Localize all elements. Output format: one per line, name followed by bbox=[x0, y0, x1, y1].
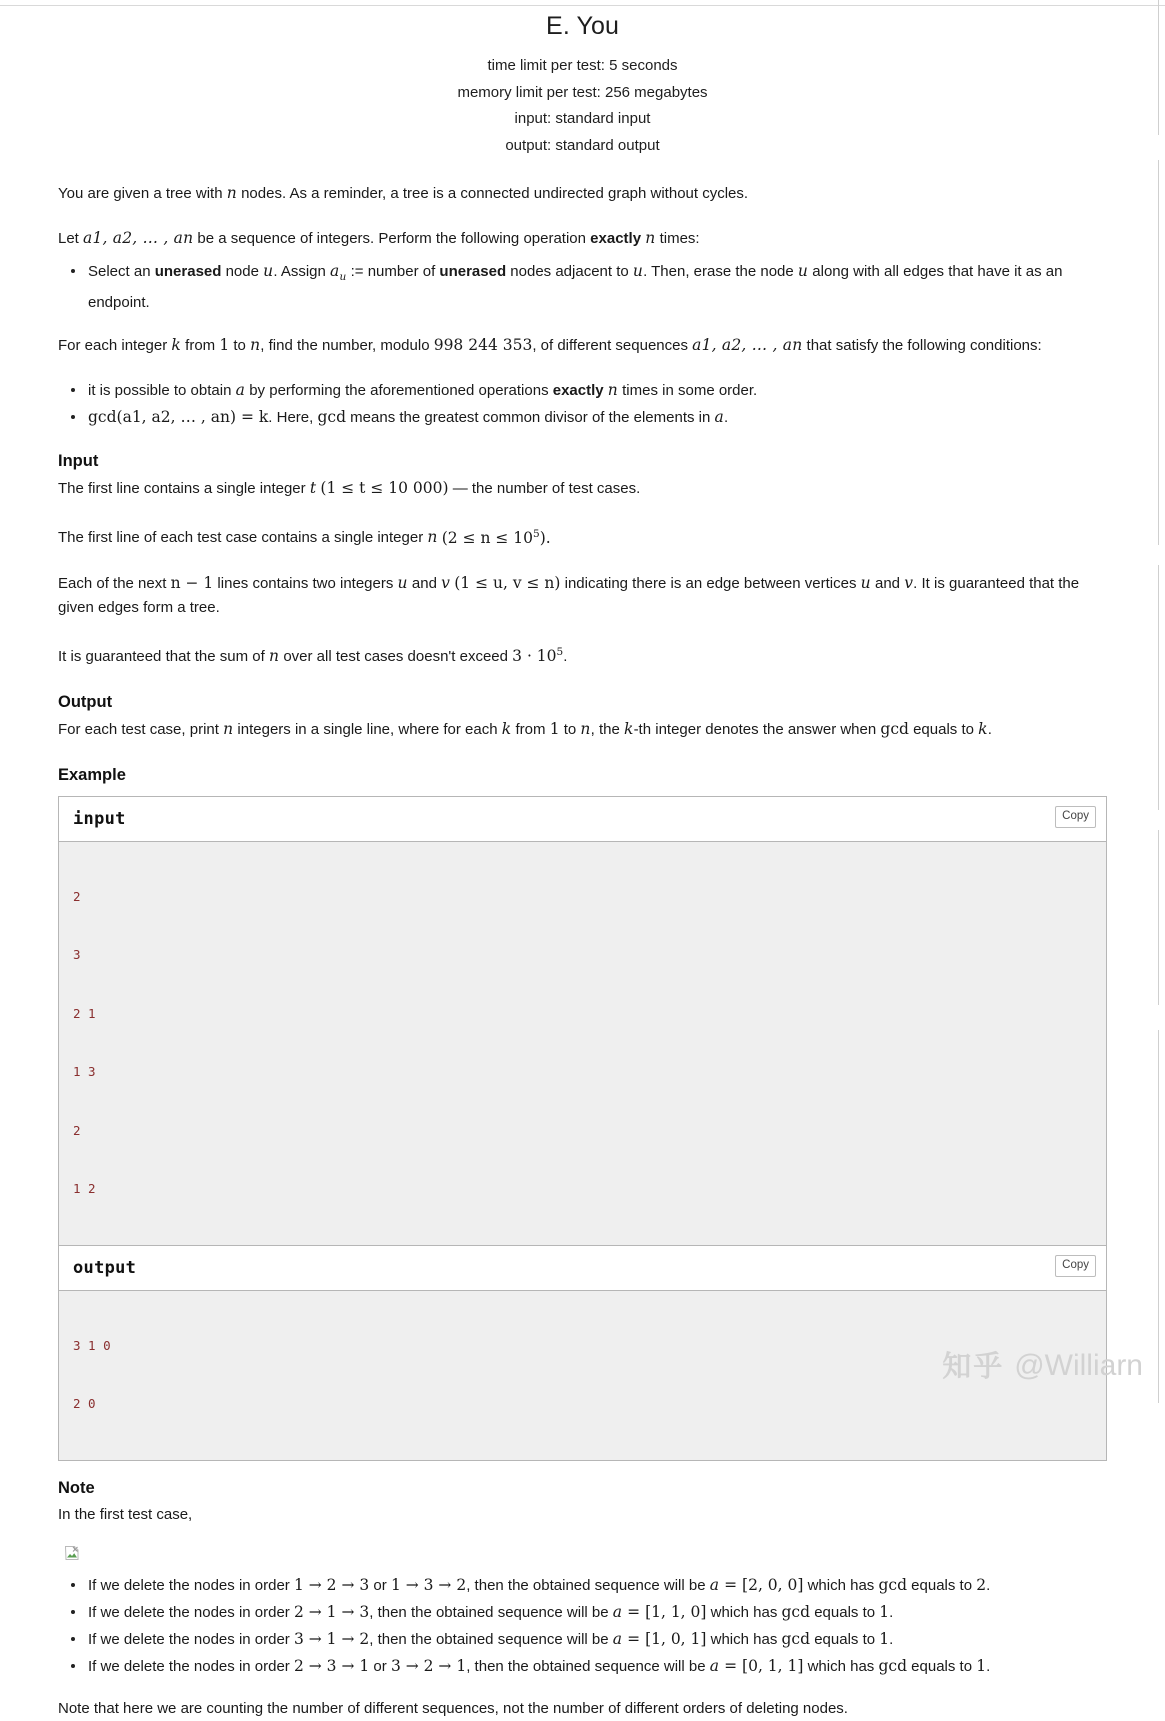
text-fragment: and bbox=[407, 574, 442, 592]
zhihu-logo-text: 知乎 bbox=[942, 1348, 1005, 1383]
math-var-a: a bbox=[235, 381, 246, 400]
list-item bbox=[88, 405, 1107, 430]
conditions-bullet-list bbox=[58, 378, 1107, 430]
text-fragment: For each test case, print bbox=[58, 720, 224, 738]
math-equals: = bbox=[719, 1656, 743, 1675]
code-line: 2 0 bbox=[73, 1396, 96, 1412]
text-fragment: or bbox=[369, 1576, 391, 1594]
text-fragment: . Here, bbox=[268, 409, 318, 427]
text-fragment: , then the obtained sequence will be bbox=[466, 1576, 710, 1594]
math-gcd-value: 1 bbox=[879, 1629, 890, 1648]
problem-header bbox=[24, 0, 1141, 159]
copy-output-button[interactable]: Copy bbox=[1055, 1255, 1096, 1278]
page-title: E. You bbox=[546, 12, 619, 40]
math-var-u: u bbox=[397, 573, 408, 592]
text-fragment: — the number of test cases. bbox=[448, 480, 641, 498]
example-tests bbox=[58, 796, 1107, 1461]
text-fragment: . bbox=[889, 1603, 894, 1621]
text-fragment: nodes adjacent to bbox=[506, 263, 633, 281]
text-fragment: You are given a tree with bbox=[58, 185, 227, 203]
math-gcd: gcd bbox=[878, 1575, 907, 1594]
section-heading-output: Output bbox=[58, 692, 113, 711]
list-item bbox=[88, 1627, 1107, 1652]
output-paragraph bbox=[58, 717, 1107, 742]
text-fragment: For each integer bbox=[58, 337, 172, 355]
math-gcd: gcd bbox=[781, 1629, 811, 1648]
math-var-n: n bbox=[580, 719, 591, 738]
text-fragment: equals to bbox=[907, 1576, 977, 1594]
text-fragment: it is possible to obtain bbox=[88, 382, 236, 400]
text-fragment: times: bbox=[655, 230, 700, 248]
math-n-minus-1: n − 1 bbox=[170, 573, 214, 592]
math-gcd-equation: gcd(a1, a2, … , an) = k bbox=[88, 408, 269, 427]
text-fragment: , of different sequences bbox=[532, 337, 693, 355]
section-heading-note: Note bbox=[58, 1478, 95, 1497]
list-item bbox=[88, 259, 1107, 315]
math-gcd: gcd bbox=[880, 719, 909, 738]
text-fragment: lines contains two integers bbox=[213, 574, 398, 592]
list-item bbox=[88, 1654, 1107, 1679]
math-modulus: 998 244 353 bbox=[433, 336, 533, 355]
text-fragment: be a sequence of integers. Perform the following operation bbox=[193, 230, 591, 248]
math-var-n: n bbox=[226, 184, 237, 203]
list-item bbox=[88, 1600, 1107, 1625]
emphasis-unerased: unerased bbox=[154, 263, 222, 281]
text-fragment: nodes. As a reminder, a tree is a connected undirected graph without cycles. bbox=[236, 185, 749, 203]
sample-input-content[interactable] bbox=[59, 842, 1106, 1245]
sample-output-block bbox=[58, 1245, 1107, 1461]
math-var-a: a bbox=[714, 408, 724, 427]
statement-body bbox=[24, 181, 1141, 1720]
memory-limit: memory limit per test: 256 megabytes bbox=[457, 83, 708, 101]
text-fragment: equals to bbox=[810, 1603, 880, 1621]
math-var-v: v bbox=[904, 573, 914, 592]
text-fragment: equals to bbox=[810, 1630, 880, 1648]
section-heading-example: Example bbox=[58, 765, 126, 784]
range-text: (2 ≤ n ≤ 10 bbox=[441, 528, 534, 547]
text-fragment: , find the number, modulo bbox=[260, 337, 434, 355]
exponent: 5 bbox=[533, 527, 540, 540]
text-fragment: If we delete the nodes in order bbox=[88, 1630, 294, 1648]
code-line: 3 1 0 bbox=[73, 1337, 111, 1353]
text-fragment: that satisfy the following conditions: bbox=[802, 337, 1042, 355]
operation-bullet-list bbox=[58, 259, 1107, 315]
text-fragment: . It is guaranteed that the given edges form a tree. bbox=[58, 574, 1080, 616]
text-fragment: node bbox=[221, 263, 264, 281]
text-fragment: or bbox=[369, 1657, 391, 1675]
math-range-t: (1 ≤ t ≤ 10 000) bbox=[320, 479, 449, 498]
math-gcd-value: 1 bbox=[976, 1656, 987, 1675]
sample-output-label: output bbox=[73, 1257, 137, 1278]
math-sequence-values: [0, 1, 1] bbox=[742, 1656, 804, 1675]
broken-image-icon bbox=[64, 1545, 80, 1561]
math-equals: = bbox=[719, 1575, 743, 1594]
math-gcd-value: 1 bbox=[879, 1602, 890, 1621]
statement-paragraph-foreach bbox=[58, 333, 1107, 358]
text-fragment: , then the obtained sequence will be bbox=[466, 1657, 710, 1675]
text-fragment: which has bbox=[803, 1576, 879, 1594]
output-spec: output: standard output bbox=[505, 136, 660, 154]
math-var-n: n bbox=[645, 229, 656, 248]
text-fragment: If we delete the nodes in order bbox=[88, 1657, 294, 1675]
sample-input-block bbox=[58, 796, 1107, 1245]
list-item bbox=[88, 1573, 1107, 1598]
text-fragment: from bbox=[181, 337, 220, 355]
math-delete-order-alt: 1 → 3 → 2 bbox=[390, 1575, 467, 1594]
math-sequence-a: a1, a2, … , an bbox=[692, 336, 803, 355]
math-sequence-values: [1, 1, 0] bbox=[645, 1602, 707, 1621]
text-fragment: over all test cases doesn't exceed bbox=[279, 647, 513, 665]
math-var-au: $a_u$ bbox=[330, 262, 347, 284]
text-fragment: -th integer denotes the answer when bbox=[633, 720, 881, 738]
math-number-one: 1 bbox=[549, 719, 560, 738]
section-heading-input: Input bbox=[58, 452, 99, 471]
problem-limits bbox=[24, 53, 1141, 159]
math-sum-bound bbox=[512, 647, 563, 665]
math-var-v: v bbox=[441, 573, 451, 592]
math-equals: = bbox=[622, 1602, 646, 1621]
text-fragment: Let bbox=[58, 230, 84, 248]
code-line: 3 bbox=[73, 947, 81, 963]
math-sequence-a: a1, a2, … , an bbox=[83, 229, 194, 248]
math-var-t: t bbox=[309, 479, 317, 498]
math-var-k: k bbox=[171, 336, 181, 355]
math-var-n: n bbox=[607, 381, 618, 400]
math-var-n: n bbox=[223, 719, 234, 738]
text-fragment: := number of bbox=[346, 263, 440, 281]
text-fragment: The first line of each test case contains a single integer bbox=[58, 529, 428, 547]
math-gcd: gcd bbox=[317, 408, 346, 427]
text-fragment: . Assign bbox=[273, 263, 331, 281]
text-fragment: to bbox=[559, 720, 581, 738]
text-fragment: . bbox=[987, 720, 992, 738]
input-paragraph-4 bbox=[58, 640, 1107, 669]
time-limit: time limit per test: 5 seconds bbox=[487, 57, 678, 75]
math-var-u: u bbox=[632, 262, 644, 281]
text-fragment: The first line contains a single integer bbox=[58, 480, 310, 498]
math-delete-order-alt: 3 → 2 → 1 bbox=[390, 1656, 467, 1675]
math-delete-order: 2 → 3 → 1 bbox=[293, 1656, 370, 1675]
text-fragment: , the bbox=[590, 720, 624, 738]
code-line: 2 1 bbox=[73, 1005, 96, 1021]
math-delete-order: 3 → 1 → 2 bbox=[293, 1629, 370, 1648]
copy-input-button[interactable]: Copy bbox=[1055, 806, 1096, 829]
input-paragraph-2 bbox=[58, 521, 1107, 550]
math-var-a: a bbox=[709, 1656, 720, 1675]
math-var-u: u bbox=[860, 573, 871, 592]
math-sequence-values: [2, 0, 0] bbox=[742, 1575, 804, 1594]
statement-paragraph-intro bbox=[58, 181, 1107, 206]
text-fragment: equals to bbox=[908, 720, 979, 738]
sample-input-header bbox=[59, 797, 1106, 842]
text-fragment: from bbox=[511, 720, 550, 738]
text-fragment: , then the obtained sequence will be bbox=[369, 1603, 613, 1621]
text-fragment: which has bbox=[706, 1603, 782, 1621]
emphasis-exactly: exactly bbox=[590, 230, 642, 248]
text-fragment: It is guaranteed that the sum of bbox=[58, 647, 269, 665]
math-var-n: n bbox=[427, 528, 438, 547]
code-line: 1 2 bbox=[73, 1181, 96, 1197]
code-line: 1 3 bbox=[73, 1064, 96, 1080]
text-fragment: Each of the next bbox=[58, 574, 171, 592]
text-fragment: . bbox=[723, 409, 729, 427]
text-fragment: . bbox=[563, 647, 568, 665]
text-fragment: If we delete the nodes in order bbox=[88, 1603, 294, 1621]
code-line: 2 bbox=[73, 888, 81, 904]
sample-output-header bbox=[59, 1246, 1106, 1291]
math-var-n: n bbox=[250, 336, 261, 355]
text-fragment: which has bbox=[803, 1657, 879, 1675]
statement-paragraph-sequence bbox=[58, 226, 1107, 251]
math-sequence-values: [1, 0, 1] bbox=[645, 1629, 707, 1648]
input-spec: input: standard input bbox=[514, 110, 651, 128]
text-fragment: which has bbox=[706, 1630, 782, 1648]
math-range-uv: (1 ≤ u, v ≤ n) bbox=[454, 573, 561, 592]
math-var-a: a bbox=[612, 1602, 623, 1621]
text-fragment: . bbox=[889, 1630, 894, 1648]
text-fragment: along with all edges that have it as an endpoint. bbox=[88, 263, 1063, 312]
math-number-one: 1 bbox=[219, 336, 230, 355]
math-delete-order: 2 → 1 → 3 bbox=[293, 1602, 370, 1621]
math-gcd: gcd bbox=[781, 1602, 811, 1621]
emphasis-unerased: unerased bbox=[439, 263, 507, 281]
text-fragment: indicating there is an edge between vertices bbox=[560, 574, 861, 592]
math-delete-order: 1 → 2 → 3 bbox=[293, 1575, 370, 1594]
text-fragment: equals to bbox=[907, 1657, 977, 1675]
input-paragraph-3 bbox=[58, 571, 1107, 620]
text-fragment: , then the obtained sequence will be bbox=[369, 1630, 613, 1648]
sample-input-label: input bbox=[73, 808, 126, 829]
list-item bbox=[88, 378, 1107, 403]
range-close: ). bbox=[539, 528, 551, 547]
note-bullet-list bbox=[58, 1573, 1107, 1679]
code-line: 2 bbox=[73, 1122, 81, 1138]
watermark-handle: @Williarn bbox=[1014, 1349, 1143, 1382]
note-closing-paragraph: Note that here we are counting the number of different sequences, not the number of different orders of deleting nodes. bbox=[58, 1699, 848, 1717]
text-fragment: . bbox=[986, 1657, 991, 1675]
exponent: 5 bbox=[556, 645, 564, 658]
math-var-a: a bbox=[612, 1629, 623, 1648]
text-fragment: to bbox=[229, 337, 251, 355]
text-fragment: by performing the aforementioned operations bbox=[245, 382, 553, 400]
math-var-u: u bbox=[797, 262, 809, 281]
math-range-n bbox=[442, 529, 551, 547]
emphasis-exactly: exactly bbox=[552, 382, 604, 400]
math-var-u: u bbox=[263, 262, 274, 281]
text-fragment: . Then, erase the node bbox=[643, 263, 798, 281]
text-fragment: If we delete the nodes in order bbox=[88, 1576, 294, 1594]
text-fragment: integers in a single line, where for each bbox=[233, 720, 502, 738]
text-fragment: means the greatest common divisor of the elements in bbox=[346, 409, 715, 427]
text-fragment: . bbox=[986, 1576, 991, 1594]
note-intro: In the first test case, bbox=[58, 1505, 193, 1523]
math-gcd-value: 2 bbox=[976, 1575, 987, 1594]
text-fragment: and bbox=[870, 574, 905, 592]
math-var-a: a bbox=[709, 1575, 720, 1594]
sample-test bbox=[58, 796, 1107, 1461]
math-gcd: gcd bbox=[878, 1656, 907, 1675]
math-var-k: k bbox=[978, 719, 988, 738]
input-paragraph-1 bbox=[58, 476, 1107, 501]
math-var-n: n bbox=[268, 646, 280, 665]
text-fragment: Select an bbox=[88, 263, 155, 281]
math-var-k: k bbox=[623, 719, 634, 738]
text-fragment: times in some order. bbox=[617, 382, 758, 400]
bound-text: 3 · 10 bbox=[512, 646, 557, 665]
math-equals: = bbox=[622, 1629, 646, 1648]
math-var-k: k bbox=[501, 719, 512, 738]
sample-output-content[interactable] bbox=[59, 1291, 1106, 1460]
